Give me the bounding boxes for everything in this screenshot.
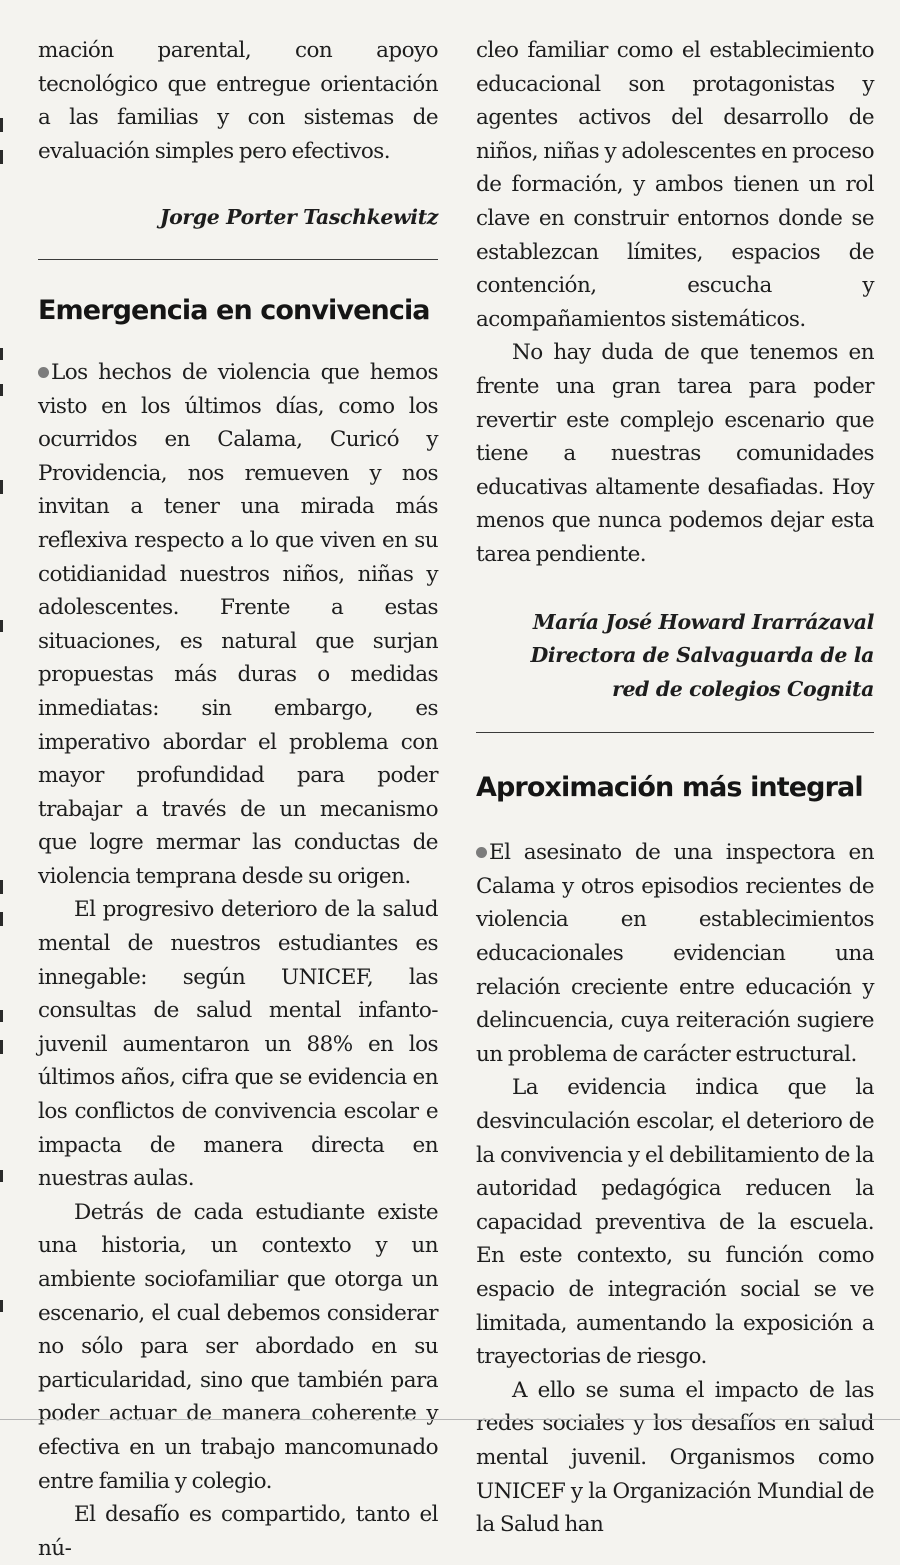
page-bottom-rule <box>0 1419 900 1420</box>
signature-role: Directora de Salvaguarda de la <box>530 643 874 668</box>
continuation-paragraph: cleo familiar como el establecimiento educacional son protagonistas y agentes activos del desarrollo de niños, niñas y adolescentes en proceso de formación, y ambos tienen un rol clave en construir entornos donde se establezcan límites, espacios de contención, escucha y acompañamientos sistemáticos. <box>476 38 874 332</box>
letter-title: Emergencia en convivencia <box>38 294 430 326</box>
section-divider <box>476 732 874 733</box>
letter-paragraph-1: Los hechos de violencia que hemos visto en los últimos días, como los ocurridos en Calama, Curicó y Providencia, nos remueven y nos invitan a tener una mirada más reflexiva respecto a lo que viven en su cotidianidad nuestros niños, niñas y adolescentes. Frente a estas situaciones, es natural que surjan propuestas más duras o medidas inmediatas: sin embargo, es imperativo abordar el problema con mayor profundidad para poder trabajar a través de un mecanismo que logre mermar las conductas de violencia temprana desde su origen. <box>38 359 438 889</box>
opening-paragraph: mación parental, con apoyo tecnológico que entregue orientación a las familias y con sistemas de evaluación simples pero efectivos. <box>38 38 438 164</box>
closing-paragraph: No hay duda de que tenemos en frente una gran tarea para poder revertir este complejo escenario que tiene a nuestras comunidades educativas altamente desafiadas. Hoy menos que nunca podemos dejar esta tarea pendiente. <box>476 340 874 567</box>
letter-paragraph-4: El desafío es compartido, tanto el nú- <box>38 1502 438 1561</box>
right-column <box>476 34 874 1542</box>
letter-title: Aproximación más integral <box>476 772 863 804</box>
previous-column-edge <box>0 0 6 1400</box>
signature-block <box>476 606 874 707</box>
letter-paragraph-2: La evidencia indica que la desvinculación escolar, el deterioro de la convivencia y el debilitamiento de la autoridad pedagógica reducen la capacidad preventiva de la escuela. En este contexto, su función como espacio de integración social se ve limitada, aumentando la exposición a trayectorias de riesgo. <box>476 1075 874 1370</box>
letter-paragraph-3: A ello se suma el impacto de las redes sociales y los desafíos en salud mental juvenil. Organismos como UNICEF y la Organización Mundial de la Salud han <box>476 1377 874 1538</box>
letter-paragraph-3: Detrás de cada estudiante existe una historia, un contexto y un ambiente sociofamiliar que otorga un escenario, el cual debemos considerar no sólo para ser abordado en su particularidad, sino que también para poder actuar de manera coherente y efectiva en un trabajo mancomunado entre familia y colegio. <box>38 1199 438 1494</box>
bullet-icon <box>476 847 487 858</box>
letter-paragraph-2: El progresivo deterioro de la salud mental de nuestros estudiantes es innegable: según UNICEF, las consultas de salud mental infanto-juvenil aumentaron un 88% en los últimos años, cifra que se evidencia en los conflictos de convivencia escolar e impacta de manera directa en nuestras aulas. <box>38 897 438 1192</box>
section-divider <box>38 259 438 260</box>
opening-author: Jorge Porter Taschkewitz <box>159 205 438 230</box>
signature-organization: red de colegios Cognita <box>612 676 874 701</box>
bullet-icon <box>38 367 49 378</box>
left-column <box>38 34 438 1565</box>
signature-name: María José Howard Irarrázaval <box>532 609 874 634</box>
letter-paragraph-1: El asesinato de una inspectora en Calama y otros episodios recientes de violencia en establecimientos educacionales evidencian una relación creciente entre educación y delincuencia, cuya reiteración sugiere un problema de carácter estructural. <box>476 840 874 1067</box>
